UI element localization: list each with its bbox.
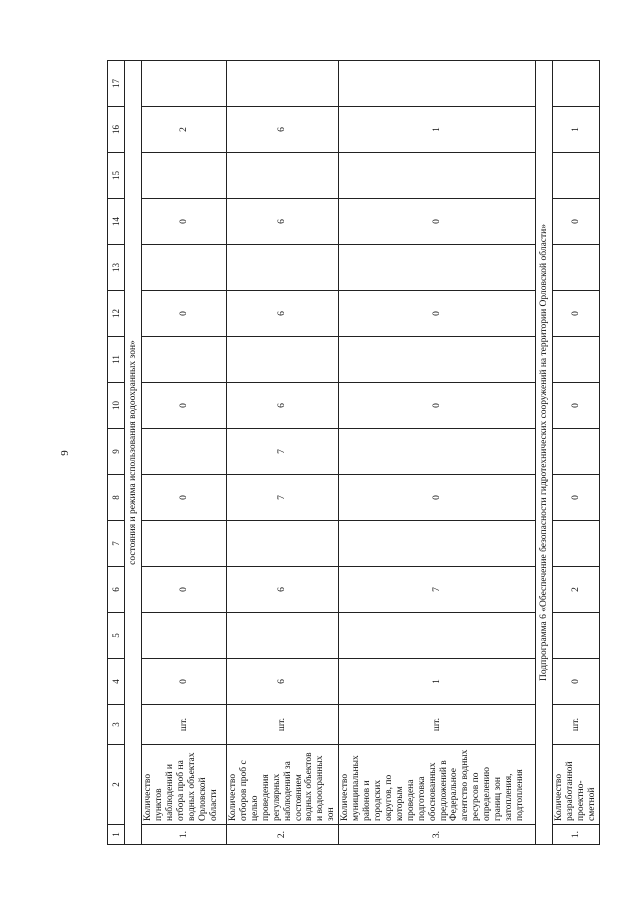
- row-number: 1.: [553, 825, 600, 845]
- table-row: [142, 61, 227, 845]
- header-row: [108, 61, 125, 845]
- cell: 6: [227, 199, 339, 245]
- col-header: 1: [108, 825, 125, 845]
- col-header: 9: [108, 429, 125, 475]
- table-row: [553, 61, 600, 845]
- cell: 0: [339, 199, 536, 245]
- cell: 0: [142, 383, 227, 429]
- col-header: 2: [108, 745, 125, 825]
- cell: [553, 521, 600, 567]
- cell: [142, 153, 227, 199]
- cell: [227, 521, 339, 567]
- table-row: [227, 61, 339, 845]
- cell: 0: [553, 475, 600, 521]
- cell: 2: [142, 107, 227, 153]
- cell: 6: [227, 291, 339, 337]
- row-number: 2.: [227, 825, 339, 845]
- cell: [553, 245, 600, 291]
- cell: 7: [227, 429, 339, 475]
- cell: 0: [553, 659, 600, 705]
- col-header: 13: [108, 245, 125, 291]
- cell: [142, 521, 227, 567]
- cell: [227, 613, 339, 659]
- cell: [553, 429, 600, 475]
- col-header: 10: [108, 383, 125, 429]
- cell: 0: [553, 199, 600, 245]
- cell: 0: [553, 291, 600, 337]
- col-header: 3: [108, 705, 125, 745]
- cell: [227, 153, 339, 199]
- cell: 0: [142, 199, 227, 245]
- unit: шт.: [553, 705, 600, 745]
- cell: [142, 61, 227, 107]
- cell: 2: [553, 567, 600, 613]
- col-header: 7: [108, 521, 125, 567]
- col-header: 15: [108, 153, 125, 199]
- indicator-name: Количество отборов проб с целью проведения регулярных наблюдений за состоянием водных объектов и водоохранных зон: [227, 745, 339, 825]
- col-header: 12: [108, 291, 125, 337]
- rotated-table-wrapper: [107, 65, 597, 845]
- section-title-water: состояния и режима использования водоохранных зон»: [125, 61, 142, 845]
- cell: [227, 61, 339, 107]
- cell: [553, 613, 600, 659]
- cell: 1: [553, 107, 600, 153]
- col-header: 17: [108, 61, 125, 107]
- section-row: [125, 61, 142, 845]
- cell: 0: [142, 567, 227, 613]
- cell: 1: [339, 107, 536, 153]
- table-row: [339, 61, 536, 845]
- cell: 6: [227, 107, 339, 153]
- cell: 0: [339, 475, 536, 521]
- cell: [339, 245, 536, 291]
- cell: [339, 521, 536, 567]
- cell: [339, 429, 536, 475]
- indicator-name: Количество муниципальных районов и городских округов, по которым проведена подготовка обоснованных предложений в Федеральное агентство водных ресурсов по определению границ зон затопления, подтопления: [339, 745, 536, 825]
- cell: 6: [227, 659, 339, 705]
- unit: шт.: [339, 705, 536, 745]
- col-header: 8: [108, 475, 125, 521]
- cell: [553, 153, 600, 199]
- cell: [142, 337, 227, 383]
- cell: [553, 61, 600, 107]
- cell: [142, 429, 227, 475]
- cell: 0: [142, 291, 227, 337]
- cell: [142, 613, 227, 659]
- cell: [339, 613, 536, 659]
- cell: 7: [339, 567, 536, 613]
- col-header: 4: [108, 659, 125, 705]
- indicator-name: Количество разработанной проектно-сметной: [553, 745, 600, 825]
- cell: [553, 337, 600, 383]
- cell: [142, 245, 227, 291]
- indicators-table: [107, 60, 600, 845]
- cell: 0: [339, 383, 536, 429]
- unit: шт.: [142, 705, 227, 745]
- cell: 0: [339, 291, 536, 337]
- col-header: 16: [108, 107, 125, 153]
- col-header: 5: [108, 613, 125, 659]
- cell: 6: [227, 567, 339, 613]
- col-header: 14: [108, 199, 125, 245]
- indicator-name: Количество пунктов наблюдений и отбора проб на водных объектах Орловской области: [142, 745, 227, 825]
- col-header: 11: [108, 337, 125, 383]
- section-row: [536, 61, 553, 845]
- col-header: 6: [108, 567, 125, 613]
- cell: [227, 245, 339, 291]
- cell: [339, 153, 536, 199]
- row-number: 1.: [142, 825, 227, 845]
- row-number: 3.: [339, 825, 536, 845]
- page-number: 9: [58, 450, 71, 456]
- cell: 1: [339, 659, 536, 705]
- cell: [227, 337, 339, 383]
- cell: 0: [142, 475, 227, 521]
- cell: 6: [227, 383, 339, 429]
- unit: шт.: [227, 705, 339, 745]
- cell: 0: [142, 659, 227, 705]
- cell: 0: [553, 383, 600, 429]
- section-title-gts: Подпрограмма 6 «Обеспечение безопасности гидротехнических сооружений на территории Орловской области»: [536, 61, 553, 845]
- cell: [339, 337, 536, 383]
- cell: [339, 61, 536, 107]
- cell: 7: [227, 475, 339, 521]
